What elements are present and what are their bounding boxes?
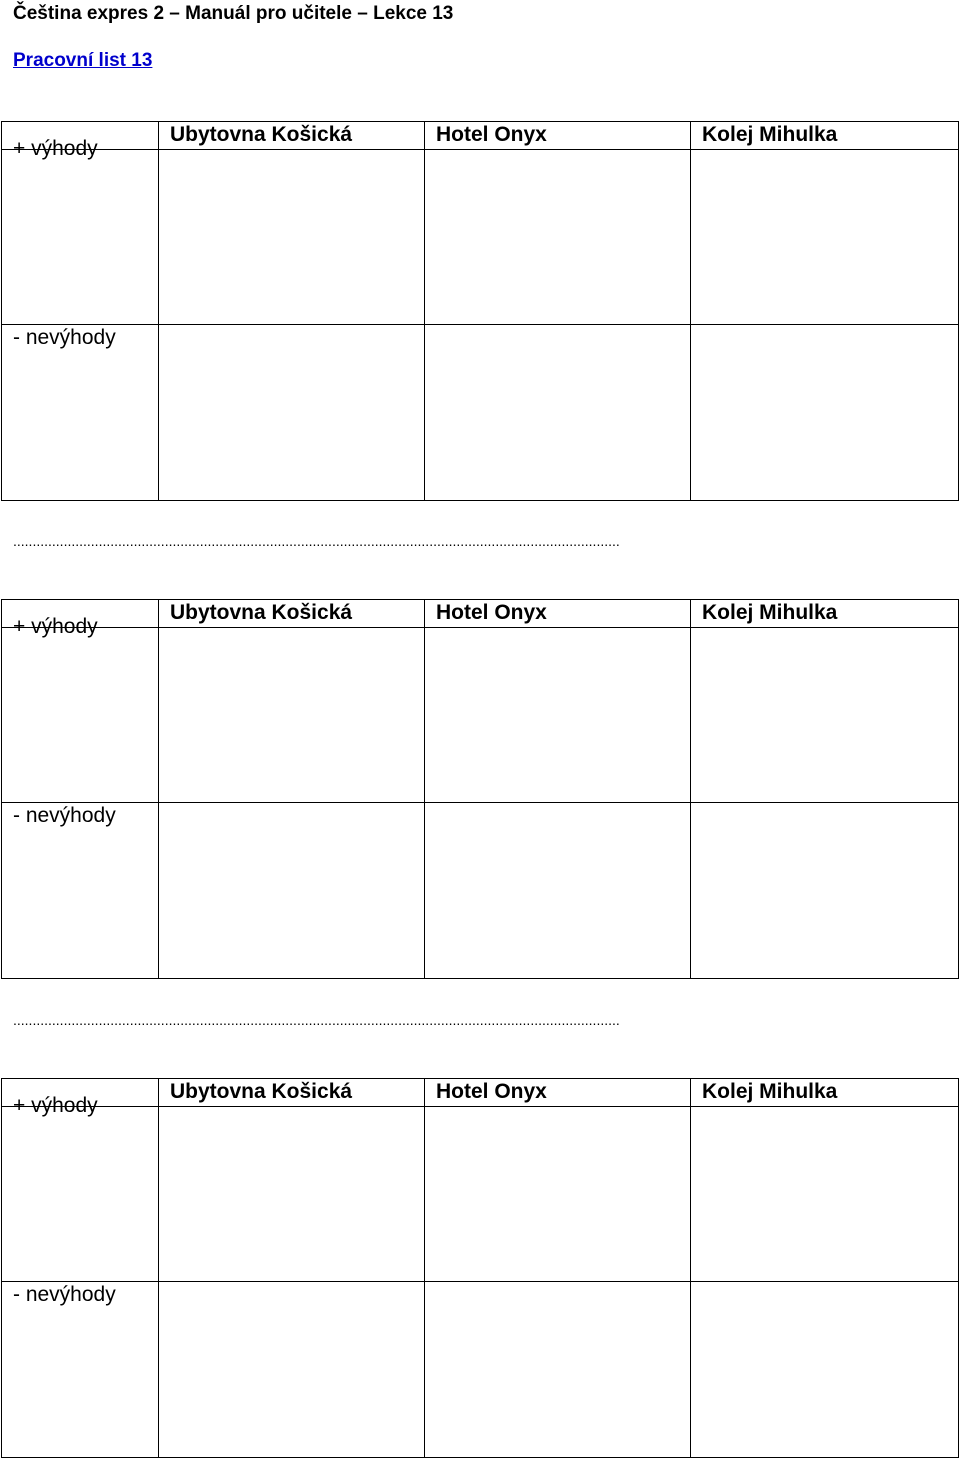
write-cell-cons-ubytovna[interactable]	[159, 1282, 425, 1458]
column-header-kolej: Kolej Mihulka	[691, 600, 959, 628]
column-header-ubytovna: Ubytovna Košická	[159, 1079, 425, 1107]
page-header-title: Čeština expres 2 – Manuál pro učitele – Lekce 13	[13, 3, 454, 24]
column-header-hotel: Hotel Onyx	[425, 1079, 691, 1107]
column-header-kolej: Kolej Mihulka	[691, 122, 959, 150]
write-cell-cons-ubytovna[interactable]	[159, 325, 425, 501]
write-cell-pros-kolej[interactable]	[691, 1107, 959, 1282]
row-label-cons-text: - nevýhody	[13, 1283, 116, 1306]
row-label-cons-text: - nevýhody	[13, 326, 116, 349]
write-cell-pros-hotel[interactable]	[425, 1107, 691, 1282]
column-header-ubytovna: Ubytovna Košická	[159, 122, 425, 150]
comparison-table-1	[1, 121, 959, 501]
cut-line-2: ............................................................................................................................................................	[13, 1012, 620, 1028]
write-cell-pros-kolej[interactable]	[691, 628, 959, 803]
worksheet-link[interactable]: Pracovní list 13	[13, 50, 153, 71]
write-cell-cons-ubytovna[interactable]	[159, 803, 425, 979]
cut-line-1: ............................................................................................................................................................	[13, 533, 620, 549]
write-cell-pros-kolej[interactable]	[691, 150, 959, 325]
write-cell-cons-hotel[interactable]	[425, 1282, 691, 1458]
write-cell-pros-ubytovna[interactable]	[159, 628, 425, 803]
write-cell-cons-hotel[interactable]	[425, 803, 691, 979]
row-label-pros-text: + výhody	[13, 1094, 98, 1117]
row-label-cons	[2, 325, 159, 501]
comparison-table-3	[1, 1078, 959, 1458]
write-cell-pros-ubytovna[interactable]	[159, 1107, 425, 1282]
column-header-hotel: Hotel Onyx	[425, 122, 691, 150]
write-cell-pros-ubytovna[interactable]	[159, 150, 425, 325]
write-cell-pros-hotel[interactable]	[425, 628, 691, 803]
write-cell-cons-kolej[interactable]	[691, 1282, 959, 1458]
column-header-hotel: Hotel Onyx	[425, 600, 691, 628]
row-label-pros	[2, 615, 159, 803]
column-header-kolej: Kolej Mihulka	[691, 1079, 959, 1107]
row-label-pros	[2, 137, 159, 325]
row-label-pros-text: + výhody	[13, 615, 98, 638]
write-cell-pros-hotel[interactable]	[425, 150, 691, 325]
write-cell-cons-hotel[interactable]	[425, 325, 691, 501]
row-label-cons-text: - nevýhody	[13, 804, 116, 827]
row-label-cons	[2, 803, 159, 979]
comparison-table-2	[1, 599, 959, 979]
write-cell-cons-kolej[interactable]	[691, 803, 959, 979]
row-label-pros-text: + výhody	[13, 137, 98, 160]
row-label-cons	[2, 1282, 159, 1458]
row-label-pros	[2, 1094, 159, 1282]
write-cell-cons-kolej[interactable]	[691, 325, 959, 501]
column-header-ubytovna: Ubytovna Košická	[159, 600, 425, 628]
